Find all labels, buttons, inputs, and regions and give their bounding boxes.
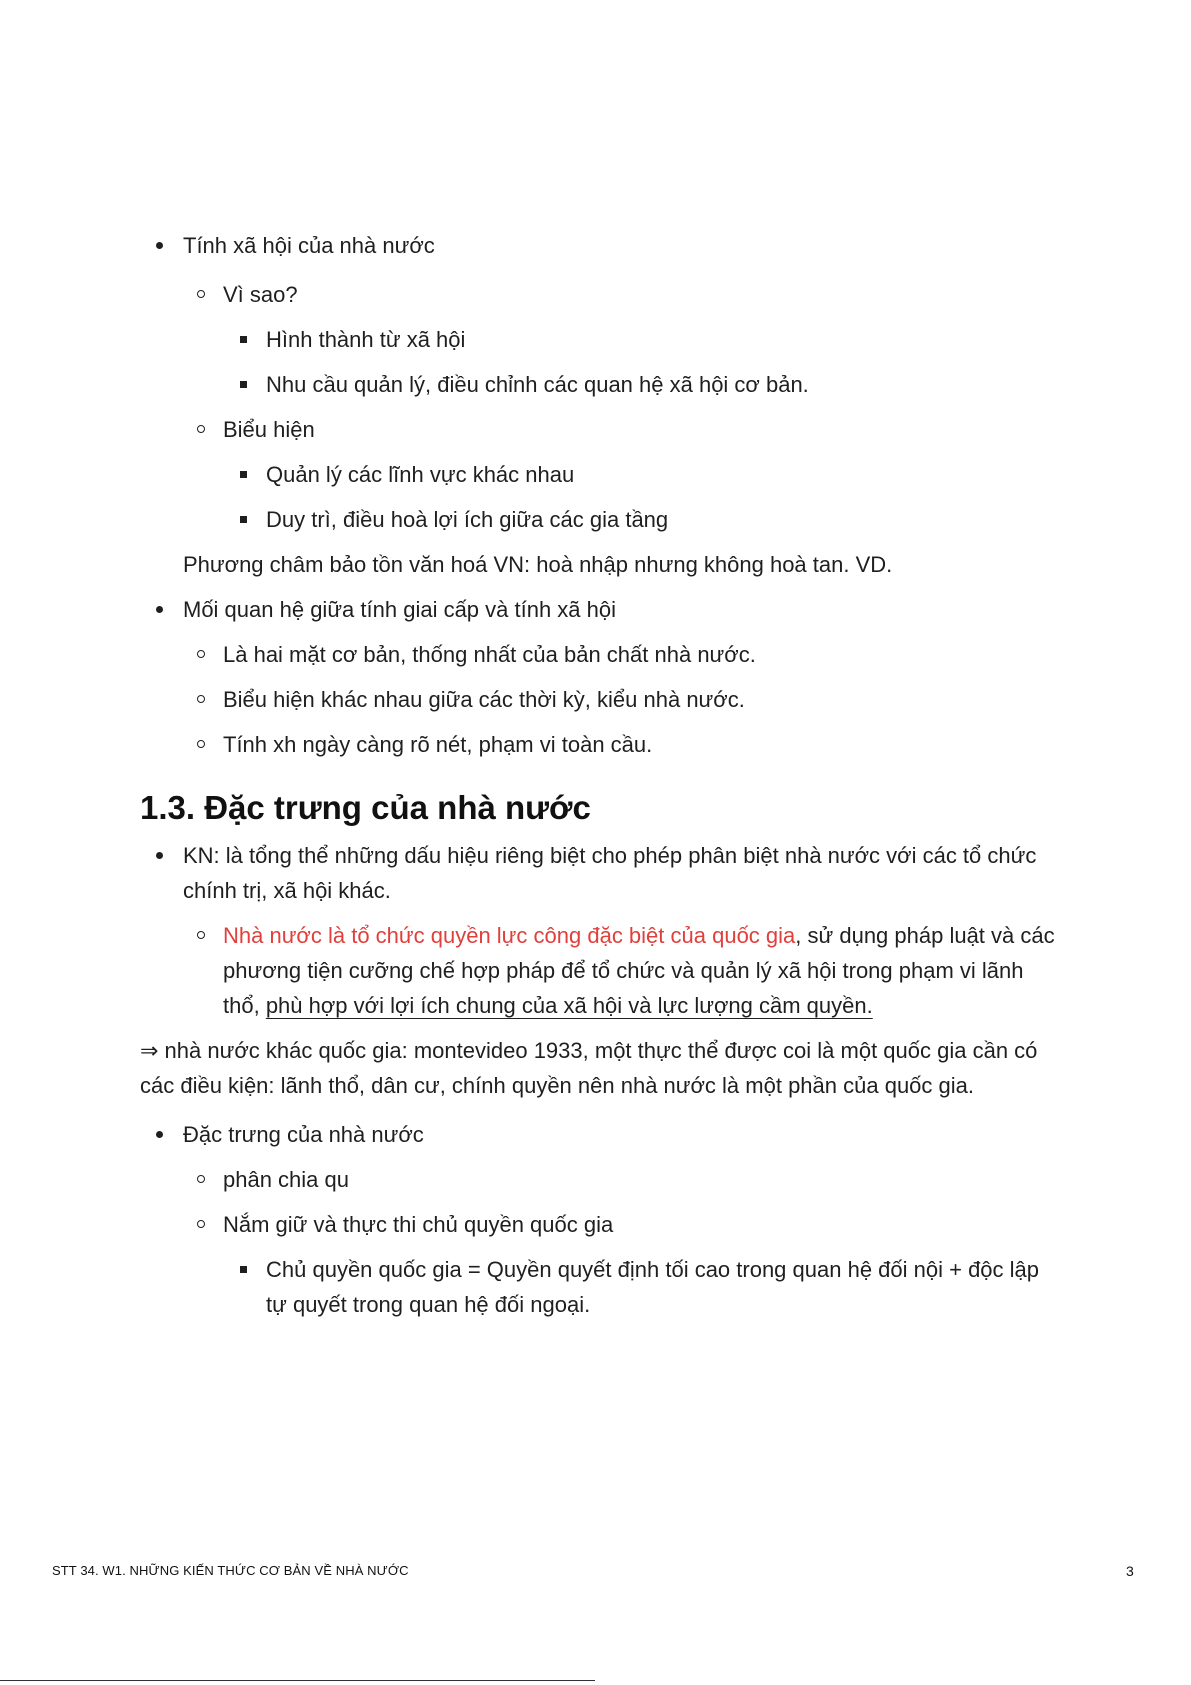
bullet-disc-icon: [156, 242, 163, 249]
social-note: Phương châm bảo tồn văn hoá VN: hoà nhập nhưng không hoà tan. VD.: [183, 552, 893, 577]
bullet-circle-icon: [197, 290, 205, 298]
bullet-circle-icon: [197, 1175, 205, 1183]
relation-item: Biểu hiện khác nhau giữa các thời kỳ, kiểu nhà nước.: [223, 687, 745, 712]
bullet-square-icon: [240, 381, 247, 388]
bullet-circle-icon: [197, 650, 205, 658]
bullet-square-icon: [240, 1266, 247, 1273]
divider: [0, 1680, 595, 1681]
bullet-circle-icon: [197, 931, 205, 939]
list-item: [140, 682, 1060, 717]
bullet-square-icon: [240, 471, 247, 478]
list-item: [140, 1252, 1060, 1322]
list-item: [140, 367, 1060, 402]
why-item: Hình thành từ xã hội: [266, 327, 466, 352]
expression-item: Quản lý các lĩnh vực khác nhau: [266, 462, 575, 487]
list-item: [140, 637, 1060, 672]
definition-underlined: phù hợp với lợi ích chung của xã hội và lực lượng cầm quyền.: [265, 993, 873, 1018]
list-item: [140, 322, 1060, 357]
bullet-square-icon: [240, 336, 247, 343]
features-item: phân chia qu: [223, 1167, 349, 1192]
bullet-disc-icon: [156, 1131, 163, 1138]
bullet-circle-icon: [197, 1220, 205, 1228]
section-heading: 1.3. Đặc trưng của nhà nước: [140, 789, 591, 826]
bullet-disc-icon: [156, 852, 163, 859]
list-item: [140, 228, 1060, 263]
definition-text: , sử dụng pháp luật và các phương tiện cưỡng chế hợp pháp để tổ chức và quản lý xã hội trong phạm vi lãnh thổ,: [223, 923, 1055, 1018]
page-number: 3: [1126, 1563, 1134, 1579]
sovereignty-text: Chủ quyền quốc gia = Quyền quyết định tối cao trong quan hệ đối nội + độc lập tự quyết trong quan hệ đối ngoại.: [266, 1257, 1040, 1317]
why-label: Vì sao?: [223, 282, 298, 307]
concept-text: KN: là tổng thể những dấu hiệu riêng biệt cho phép phân biệt nhà nước với các tổ chức chính trị, xã hội khác.: [183, 843, 1037, 903]
list-item: [140, 1207, 1060, 1242]
list-item: [140, 592, 1060, 627]
bullet-disc-icon: [156, 606, 163, 613]
list-item: [140, 412, 1060, 447]
why-item: Nhu cầu quản lý, điều chỉnh các quan hệ xã hội cơ bản.: [266, 372, 809, 397]
list-item: [140, 457, 1060, 492]
list-item: [140, 277, 1060, 312]
relation-title: Mối quan hệ giữa tính giai cấp và tính xã hội: [183, 597, 617, 622]
definition-highlight: Nhà nước là tổ chức quyền lực công đặc biệt của quốc gia: [223, 923, 796, 948]
social-title: Tính xã hội của nhà nước: [183, 233, 435, 258]
relation-item: Là hai mặt cơ bản, thống nhất của bản chất nhà nước.: [223, 642, 756, 667]
features-list-title: Đặc trưng của nhà nước: [183, 1122, 424, 1147]
features-item: Nắm giữ và thực thi chủ quyền quốc gia: [223, 1212, 614, 1237]
footer-title: STT 34. W1. NHỮNG KIẾN THỨC CƠ BẢN VỀ NHÀ NƯỚC: [52, 1563, 409, 1578]
bullet-circle-icon: [197, 740, 205, 748]
expression-label: Biểu hiện: [223, 417, 315, 442]
list-item: [140, 1162, 1060, 1197]
bullet-circle-icon: [197, 425, 205, 433]
list-item: [140, 838, 1060, 908]
list-item: [140, 727, 1060, 762]
page-content: [140, 228, 1060, 1322]
conclusion-text: ⇒ nhà nước khác quốc gia: montevideo 1933, một thực thể được coi là một quốc gia cần có các điều kiện: lãnh thổ, dân cư, chính quyền nên nhà nước là một phần của quốc gia.: [140, 1038, 1038, 1098]
relation-item: Tính xh ngày càng rõ nét, phạm vi toàn cầu.: [223, 732, 653, 757]
bullet-circle-icon: [197, 695, 205, 703]
expression-item: Duy trì, điều hoà lợi ích giữa các gia tầng: [266, 507, 669, 532]
list-item: [140, 1117, 1060, 1152]
list-item: [140, 918, 1060, 1023]
bullet-square-icon: [240, 516, 247, 523]
list-item: [140, 502, 1060, 537]
